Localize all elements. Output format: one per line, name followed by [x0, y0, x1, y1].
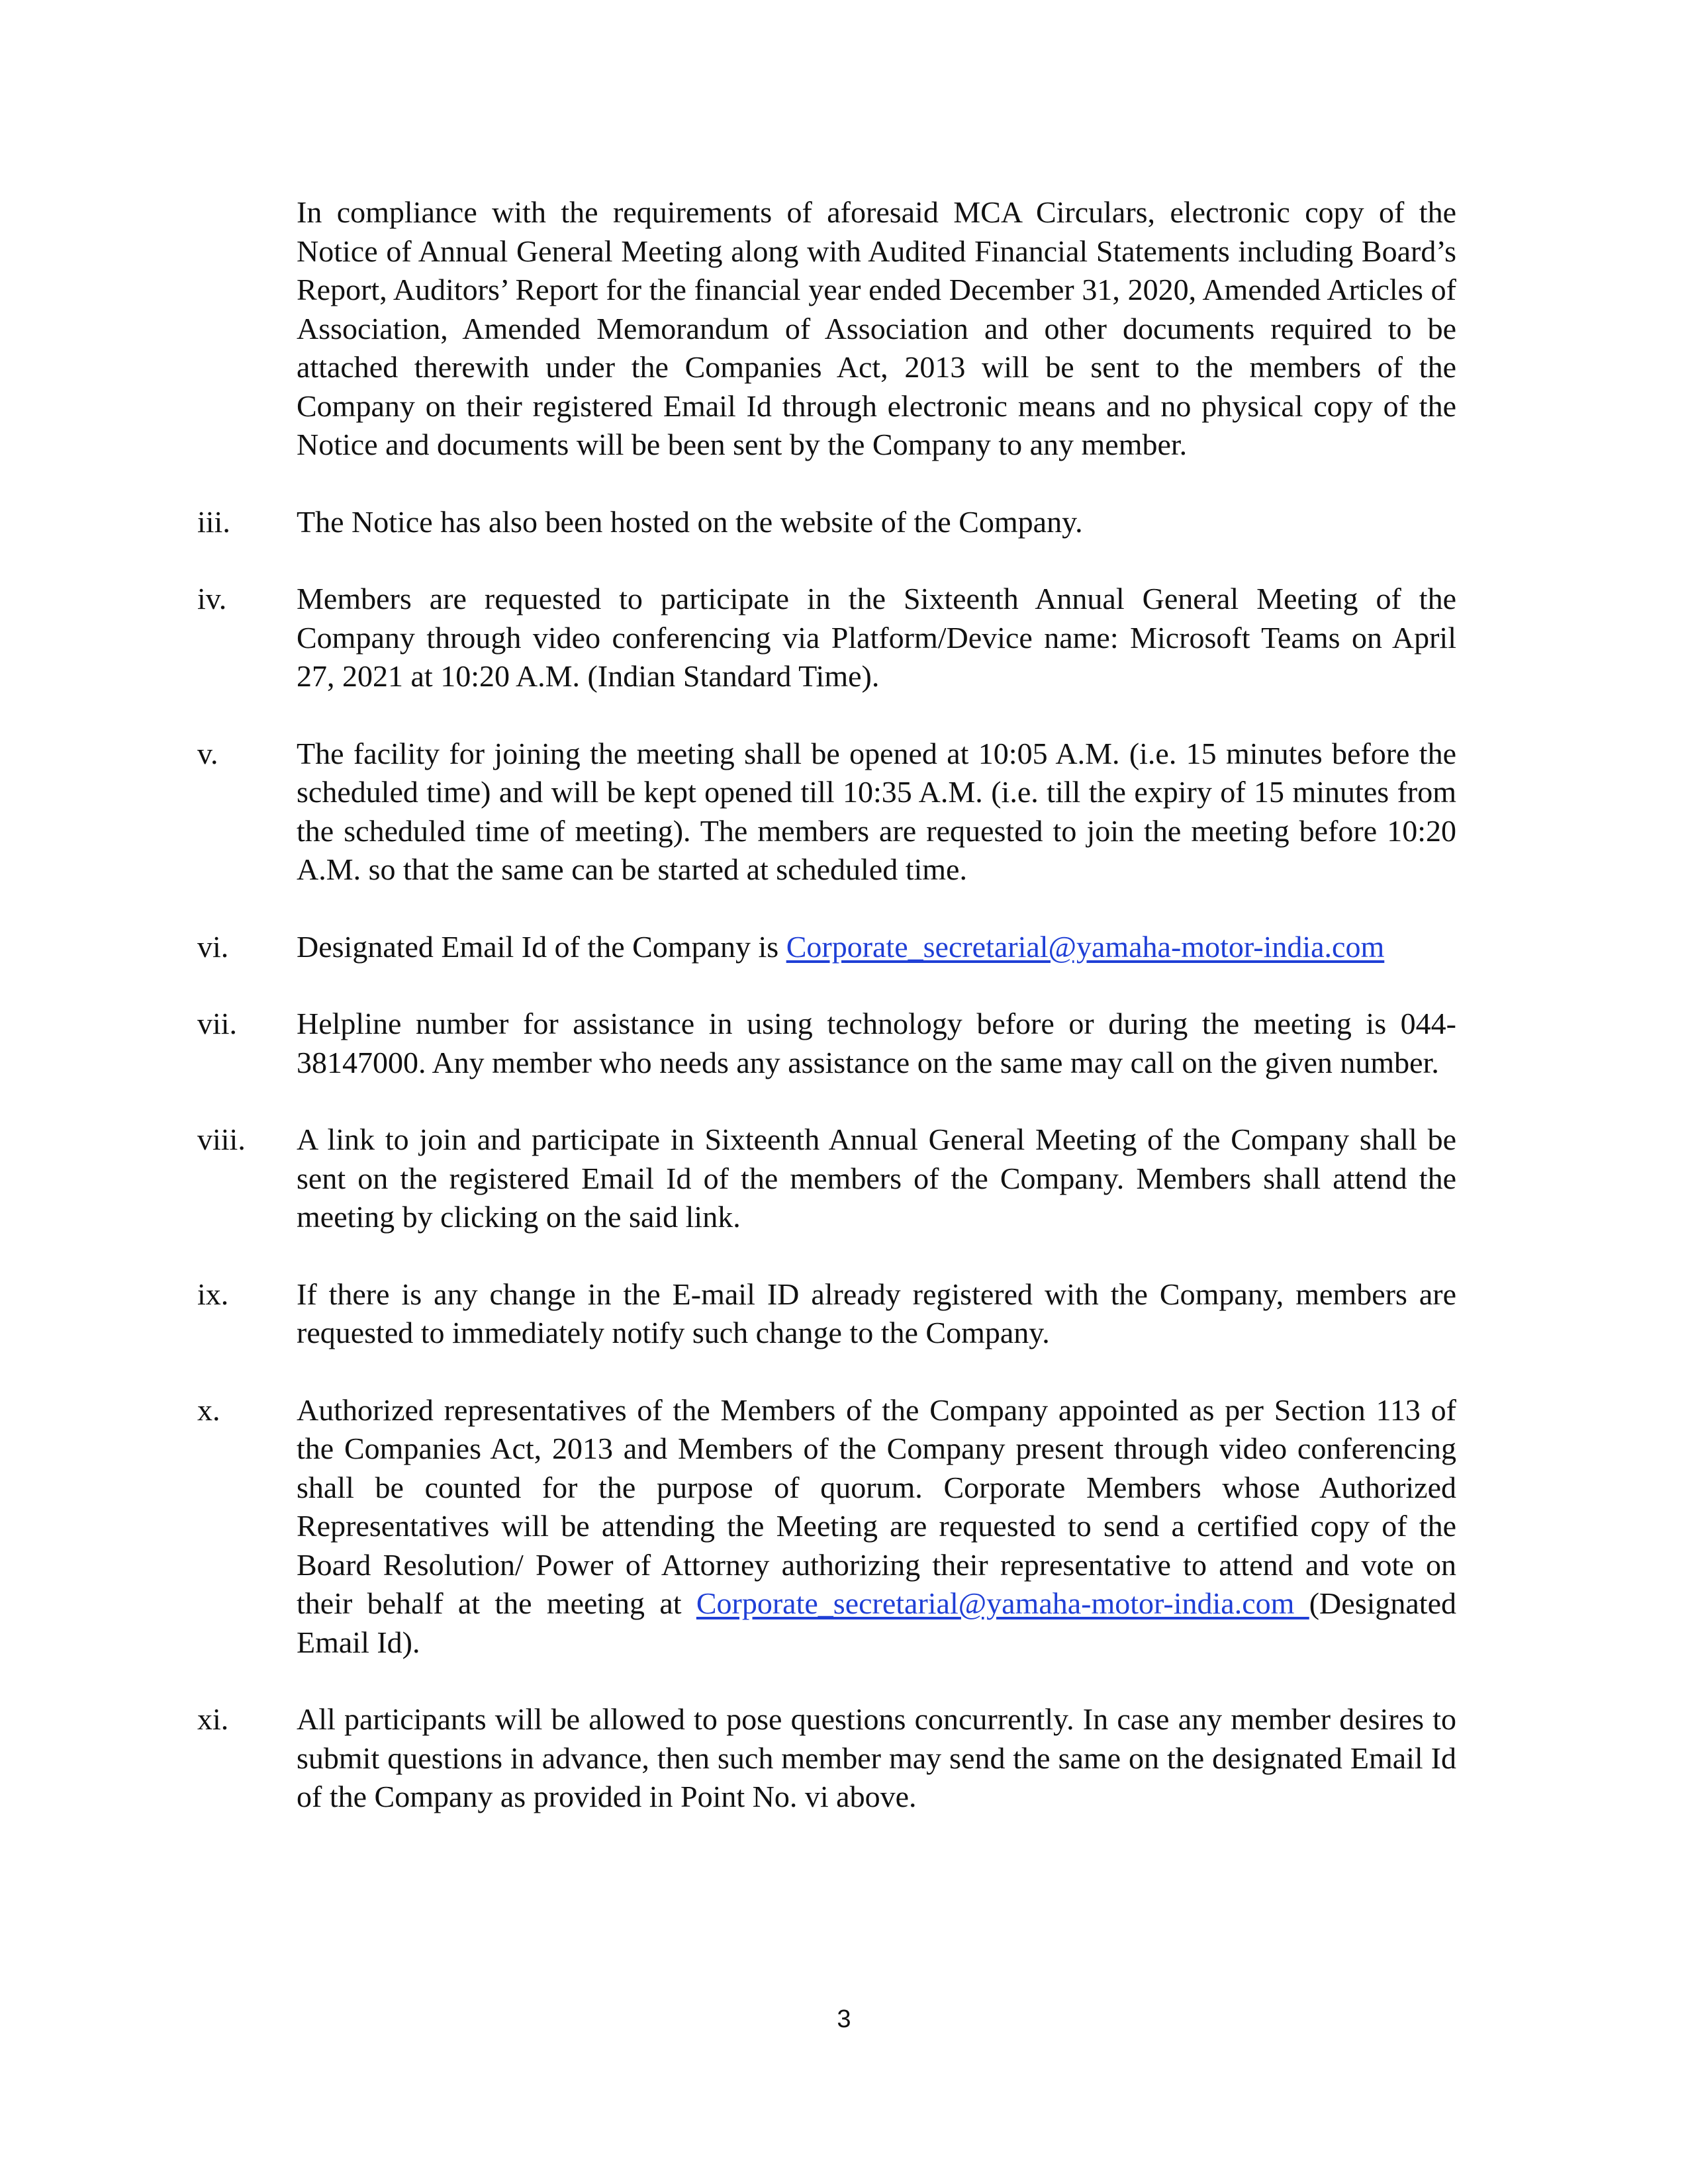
list-item-vi: [197, 928, 1456, 967]
item-number: vi.: [197, 929, 229, 964]
item-text: The Notice has also been hosted on the website of the Company.: [297, 504, 1083, 539]
item-number: ix.: [197, 1277, 229, 1311]
company-email-link[interactable]: Corporate_secretarial@yamaha-motor-india.com: [786, 929, 1385, 964]
item-number: viii.: [197, 1122, 246, 1156]
item-number: xi.: [197, 1702, 229, 1736]
item-text: Helpline number for assistance in using technology before or during the meeting is 044-38147000. Any member who needs any assistance on the same may call on the given number.: [297, 1007, 1456, 1079]
list-item-iv: [197, 580, 1456, 696]
list-item-vii: [197, 1005, 1456, 1082]
item-text: [297, 1391, 1456, 1662]
company-email-link[interactable]: Corporate_secretarial@yamaha-motor-india.com: [696, 1586, 1309, 1620]
item-number: x.: [197, 1392, 220, 1427]
item-text: All participants will be allowed to pose questions concurrently. In case any member desires to submit questions in advance, then such member may send the same on the designated Email Id of the Company as provided in Point No. vi above.: [297, 1702, 1456, 1813]
item-text-before-link: Designated Email Id of the Company is: [297, 929, 786, 964]
item-text: [297, 928, 1456, 967]
page-content: [197, 193, 1456, 1817]
item-text: The facility for joining the meeting shall be opened at 10:05 A.M. (i.e. 15 minutes before the scheduled time) and will be kept opened till 10:35 A.M. (i.e. till the expiry of 15 minutes from the scheduled time of meeting). The members are requested to join the meeting before 10:20 A.M. so that the same can be started at scheduled time.: [297, 736, 1456, 886]
list-item-ix: [197, 1275, 1456, 1353]
item-text-before-link: Authorized representatives of the Members of the Company appointed as per Section 113 of the Companies Act, 2013 and Members of the Company present through video conferencing shall be counted for the purpose of quorum. Corporate Members whose Authorized Representatives will be attending the Meeting are requested to send a certified copy of the Board Resolution/ Power of Attorney authorizing their representative to attend and vote on their behalf at the meeting at: [297, 1392, 1456, 1620]
list-item-xi: [197, 1700, 1456, 1817]
list-item-x: [197, 1391, 1456, 1662]
item-number: iii.: [197, 504, 230, 539]
item-text: Members are requested to participate in the Sixteenth Annual General Meeting of the Company through video conferencing via Platform/Device name: Microsoft Teams on April 27, 2021 at 10:20 A.M. (Indian Standard Time).: [297, 582, 1456, 693]
item-text: If there is any change in the E-mail ID already registered with the Company, members are requested to immediately notify such change to the Company.: [297, 1277, 1456, 1349]
list-item-v: [197, 735, 1456, 889]
page-number: 3: [837, 2005, 851, 2033]
intro-paragraph: In compliance with the requirements of aforesaid MCA Circulars, electronic copy of the Notice of Annual General Meeting along with Audited Financial Statements including Board’s Report, Auditors’ Report for the financial year ended December 31, 2020, Amended Articles of Association, Amended Memorandum of Association and other documents required to be attached therewith under the Companies Act, 2013 will be sent to the members of the Company on their registered Email Id through electronic means and no physical copy of the Notice and documents will be been sent by the Company to any member.: [297, 195, 1456, 461]
item-text: A link to join and participate in Sixteenth Annual General Meeting of the Company shall be sent on the registered Email Id of the members of the Company. Members shall attend the meeting by clicking on the said link.: [297, 1122, 1456, 1234]
item-number: vii.: [197, 1007, 238, 1040]
list-item-viii: [197, 1120, 1456, 1237]
item-text-after-link: (Designated Email Id).: [297, 1586, 1456, 1659]
item-number: v.: [197, 736, 218, 770]
item-number: iv.: [197, 582, 227, 615]
list-item-iii: [197, 503, 1456, 542]
